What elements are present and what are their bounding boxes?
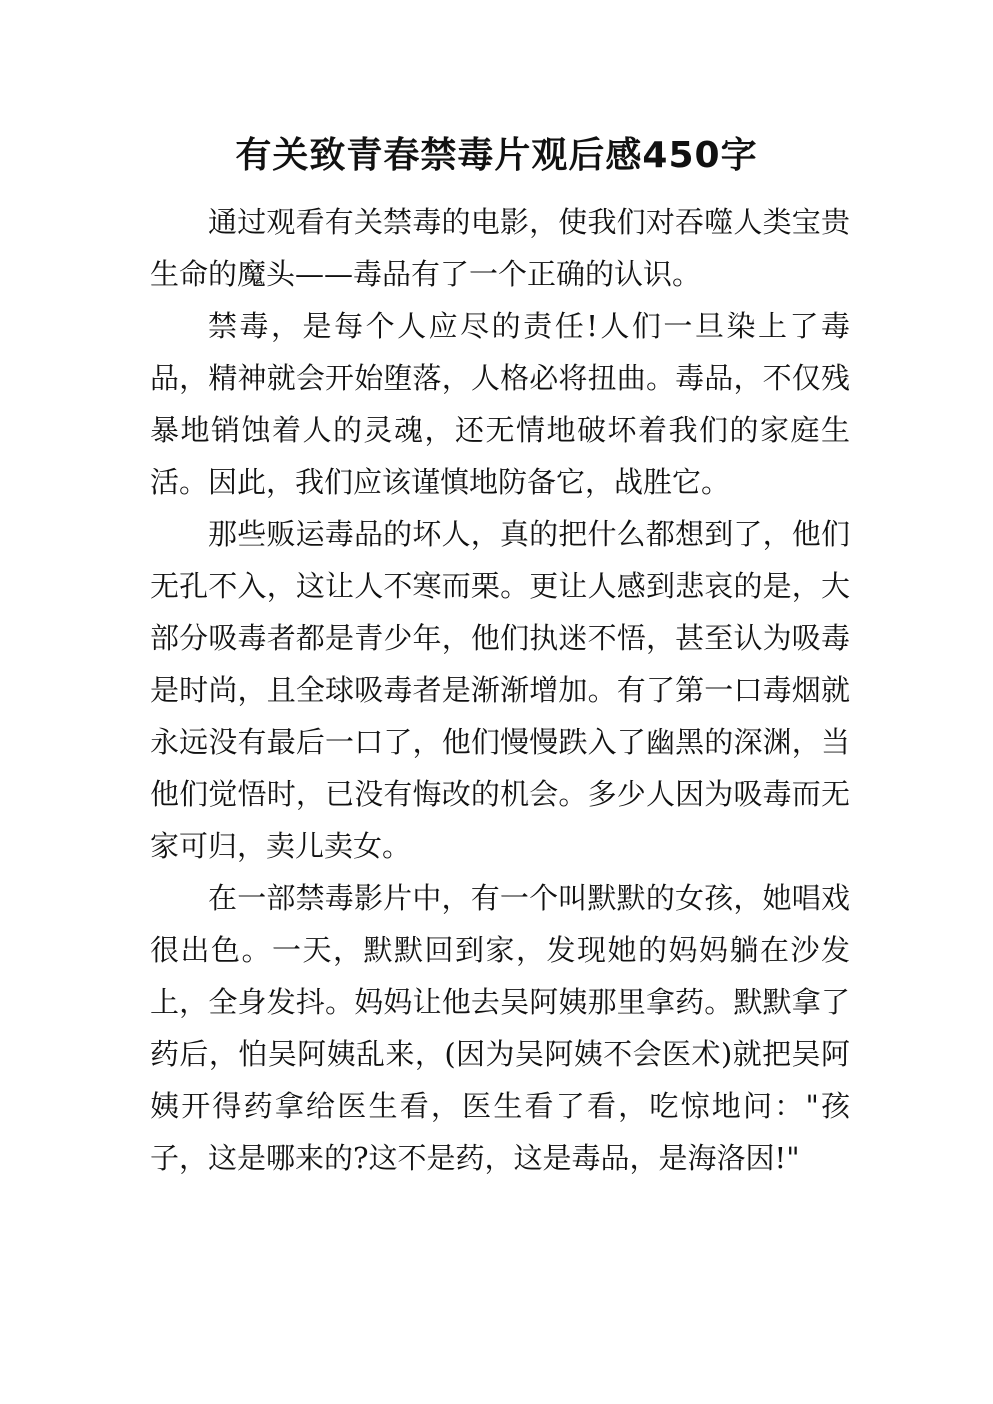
paragraph: 禁毒，是每个人应尽的责任!人们一旦染上了毒品，精神就会开始堕落，人格必将扭曲。毒品，不仅残暴地销蚀着人的灵魂，还无情地破坏着我们的家庭生活。因此，我们应该谨慎地防备它，战胜它。 — [150, 309, 850, 499]
document-body — [150, 196, 850, 1184]
paragraph: 在一部禁毒影片中，有一个叫默默的女孩，她唱戏很出色。一天，默默回到家，发现她的妈妈躺在沙发上，全身发抖。妈妈让他去吴阿姨那里拿药。默默拿了药后，怕吴阿姨乱来，(因为吴阿姨不会医术)就把吴阿姨开得药拿给医生看，医生看了看，吃惊地问："孩子，这是哪来的?这不是药，这是毒品，是海洛因!" — [150, 881, 850, 1175]
document-title: 有关致青春禁毒片观后感450字 — [235, 135, 758, 176]
paragraph: 那些贩运毒品的坏人，真的把什么都想到了，他们无孔不入，这让人不寒而栗。更让人感到悲哀的是，大部分吸毒者都是青少年，他们执迷不悟，甚至认为吸毒是时尚，且全球吸毒者是渐渐增加。有了第一口毒烟就永远没有最后一口了，他们慢慢跌入了幽黑的深渊，当他们觉悟时，已没有悔改的机会。多少人因为吸毒而无家可归，卖儿卖女。 — [150, 517, 850, 863]
paragraph: 通过观看有关禁毒的电影，使我们对吞噬人类宝贵生命的魔头——毒品有了一个正确的认识。 — [150, 205, 850, 291]
